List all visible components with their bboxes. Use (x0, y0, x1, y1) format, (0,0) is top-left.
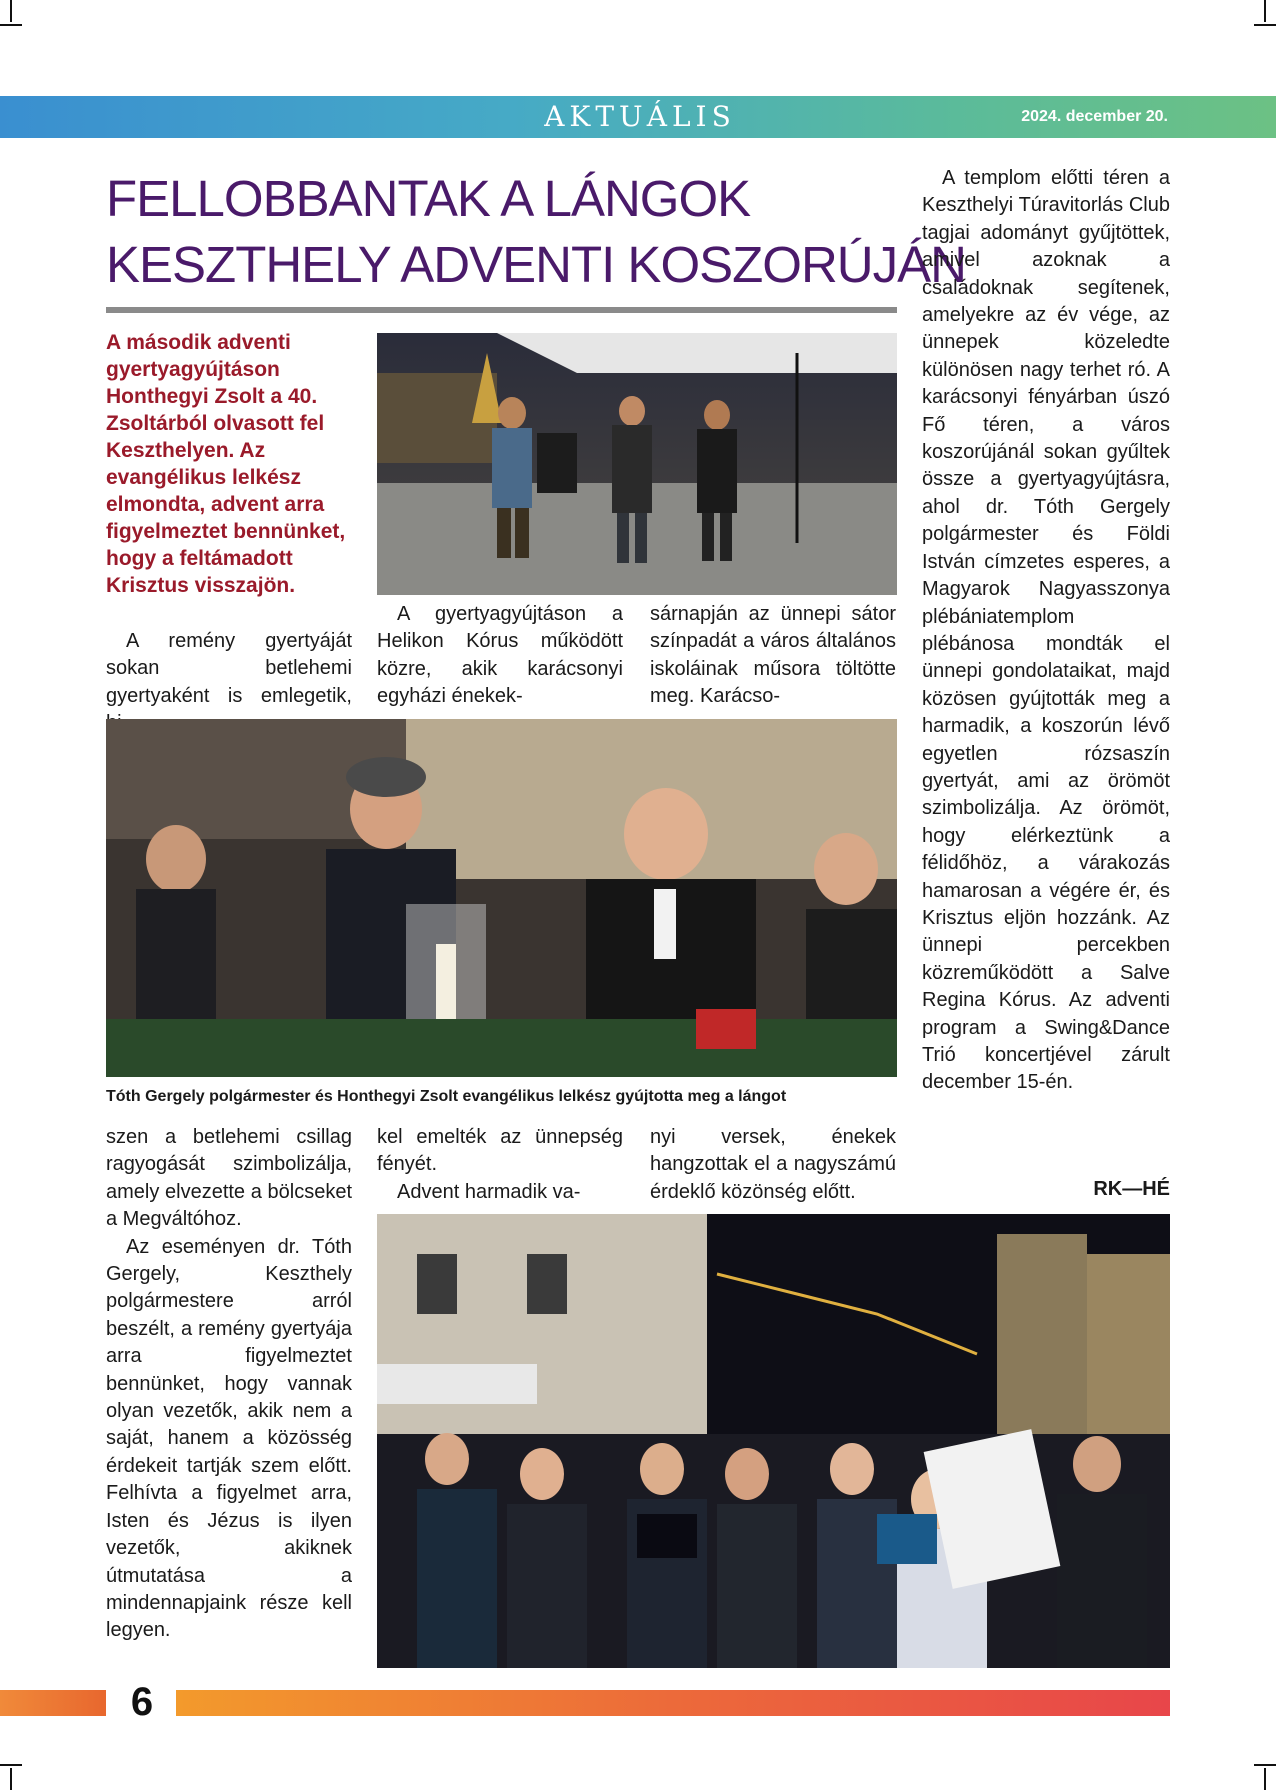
footer-bar-left (0, 1690, 106, 1716)
paragraph: kel emelték az ünnepség fényét. (377, 1126, 623, 1176)
photo-choir (377, 1214, 1170, 1668)
candle-lighting-image (106, 719, 897, 1077)
crop-mark (1254, 1764, 1276, 1766)
column-2-top (377, 601, 623, 711)
headline-rule (106, 307, 897, 313)
paragraph: nyi versek, énekek hangzottak el a nagyszámú érdeklő közönség előtt. (650, 1126, 896, 1203)
crop-mark (10, 0, 12, 22)
section-label: AKTUÁLIS (544, 100, 736, 133)
paragraph: A gyertyagyújtáson a Helikon Kórus működött közre, akik karácsonyi egyházi énekek- (377, 603, 623, 708)
paragraph: A templom előtti téren a Keszthelyi Túravitorlás Club tagjai adományt gyűjtöttek, amivel azoknak a családoknak segítenek, amelyekre az év vége, az ünnepek közeledte különösen nagy terhet ró. A karácsonyi fényárban úszó Fő téren, a város koszorújánál sokan gyűltek össze a gyertyagyújtásra, ahol dr. Tóth Gergely polgármester és Földi István címzetes esperes, a Magyarok Nagyasszonya plébániatemplom plébánosa mondták el ünnepi gondolataikat, majd közösen gyújtották meg a harmadik, a koszorún lévő egyetlen rózsaszín gyertyát, ami az örömöt szimbolizálja. Az örömöt, hogy elérkeztünk a félidőhöz, a várakozás hamarosan a végére ér, és Krisztus eljön hozzánk. Az ünnepi percekben közreműködött a Salve Regina Kórus. Az adventi program a Swing&Dance Trió koncertjével zárult december 15-én. (922, 167, 1170, 1094)
crop-mark (1264, 1768, 1266, 1790)
paragraph: Advent harmadik va- (397, 1180, 581, 1203)
article-headline (106, 166, 966, 298)
band-stage-image (377, 333, 897, 595)
photo-band-stage (377, 333, 897, 595)
column-3-top (650, 601, 896, 711)
headline-line-1: FELLOBBANTAK A LÁNGOK (106, 170, 751, 227)
photo-candle-lighting (106, 719, 897, 1077)
page-number: 6 (130, 1680, 154, 1724)
paragraph: A remény gyertyáját sokan betlehemi gyertyaként is emlegetik, (106, 630, 352, 707)
footer-bar-right (176, 1690, 1170, 1716)
column-1-bottom (106, 1124, 352, 1645)
paragraph: sárnapján az ünnepi sátor színpadát a város általános iskoláinak műsora töltötte meg. Karácso- (650, 603, 896, 708)
crop-mark (0, 24, 22, 26)
choir-image (377, 1214, 1170, 1668)
issue-date: 2024. december 20. (1021, 108, 1168, 125)
paragraph: Az eseményen dr. Tóth Gergely, Keszthely polgármestere arról beszélt, a remény gyertyája arra figyelmeztet bennünket, hogy vannak olyan vezetők, akik nem a saját, hanem a közösség érdekeit tartják szem előtt. Felhívta a figyelmet arra, Isten és Jézus is ilyen vezetők, akiknek útmutatása a mindennapjaink része kell legyen. (106, 1235, 352, 1642)
crop-mark (1254, 24, 1276, 26)
crop-mark (0, 1764, 22, 1766)
photo-caption: Tóth Gergely polgármester és Honthegyi Zsolt evangélikus lelkész gyújtotta meg a lángot (106, 1088, 787, 1105)
crop-mark (10, 1768, 12, 1790)
headline-line-2: KESZTHELY ADVENTI KOSZORÚJÁN (106, 236, 966, 293)
article-lead: A második adventi gyertyagyújtáson Honthegyi Zsolt a 40. Zsoltárból olvasott fel Keszthelyen. Az evangélikus lelkész elmondta, advent arra figyelmeztet bennünket, hogy a feltámadott Krisztus visszajön. (106, 331, 346, 597)
column-2-bottom (377, 1124, 623, 1206)
author-signature: RK—HÉ (1093, 1178, 1170, 1200)
column-3-bottom (650, 1124, 896, 1206)
crop-mark (1264, 0, 1266, 22)
column-right (922, 165, 1170, 1097)
paragraph: szen a betlehemi csillag ragyogását szimbolizálja, amely elvezette a bölcseket a Megváltóhoz. (106, 1126, 352, 1231)
